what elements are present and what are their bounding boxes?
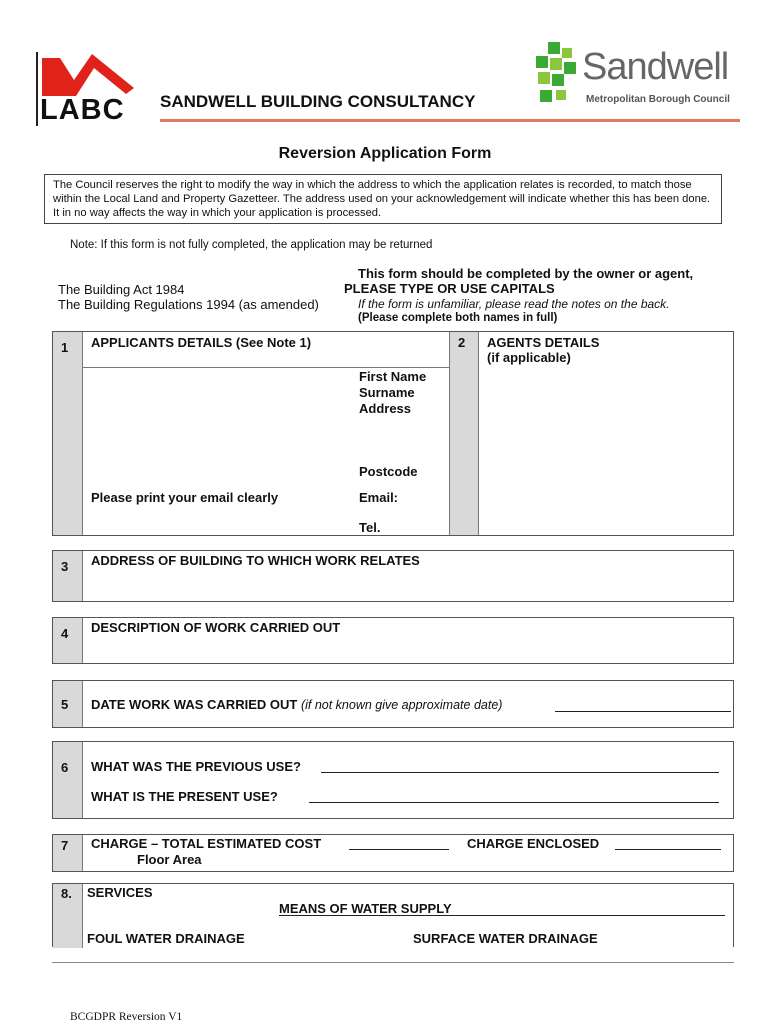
instruction-notes: If the form is unfamiliar, please read the notes on the back. (358, 297, 670, 311)
building-address-title: ADDRESS OF BUILDING TO WHICH WORK RELATES (91, 553, 420, 568)
agents-subtitle: (if applicable) (487, 350, 571, 365)
footer-reference: BCGDPR Reversion V1 (70, 1011, 183, 1023)
sandwell-logo (534, 42, 740, 112)
charge-cost-label: CHARGE – TOTAL ESTIMATED COST (91, 836, 322, 851)
section-work-description[interactable] (52, 617, 734, 664)
section-7-number: 7 (53, 835, 83, 871)
previous-use-field[interactable] (321, 772, 719, 773)
date-work-hint: (if not known give approximate date) (300, 698, 503, 712)
services-bottom-rule (52, 962, 734, 963)
section-services (52, 883, 734, 947)
labc-roof-icon (40, 52, 136, 98)
note-text: Note: If this form is not fully completed, the application may be returned (70, 239, 433, 251)
section-6-number: 6 (53, 742, 83, 818)
previous-use-label: WHAT WAS THE PREVIOUS USE? (91, 759, 301, 774)
section-2-column (449, 332, 479, 535)
work-description-title: DESCRIPTION OF WORK CARRIED OUT (91, 620, 341, 635)
present-use-field[interactable] (309, 802, 719, 803)
address-label[interactable]: Address (359, 401, 412, 416)
labc-logo-rule (36, 52, 38, 126)
present-use-label: WHAT IS THE PRESENT USE? (91, 789, 278, 804)
section-use (52, 741, 734, 819)
charge-cost-field[interactable] (349, 849, 449, 850)
email-label[interactable]: Email: (359, 490, 399, 505)
email-hint: Please print your email clearly (91, 490, 279, 505)
act-regs-1994: The Building Regulations 1994 (as amended) (58, 297, 319, 312)
floor-area-label[interactable]: Floor Area (137, 852, 202, 867)
sandwell-subtitle: Metropolitan Borough Council (586, 94, 730, 105)
consultancy-title: SANDWELL BUILDING CONSULTANCY (160, 92, 476, 111)
applicants-header-rule (83, 367, 449, 368)
section-3-number: 3 (53, 551, 83, 601)
water-supply-label: MEANS OF WATER SUPPLY (279, 901, 452, 916)
date-work-label (91, 697, 502, 712)
surface-water-label[interactable]: SURFACE WATER DRAINAGE (413, 931, 598, 946)
section-5-number: 5 (53, 681, 83, 727)
section-building-address[interactable] (52, 550, 734, 602)
date-work-title: DATE WORK WAS CARRIED OUT (91, 697, 298, 712)
labc-logo (36, 52, 140, 126)
section-date-work (52, 680, 734, 728)
agents-title: AGENTS DETAILS (487, 335, 600, 350)
surname-label[interactable]: Surname (359, 385, 415, 400)
charge-enclosed-field[interactable] (615, 849, 721, 850)
labc-logo-text: LABC (40, 94, 125, 126)
act-1984: The Building Act 1984 (58, 282, 185, 297)
first-name-label[interactable]: First Name (359, 369, 427, 384)
section-1-number: 1 (53, 332, 83, 535)
section-charge (52, 834, 734, 872)
notice-text: The Council reserves the right to modify the way in which the address to which the application relates is recorded, to match those within the Local Land and Property Gazetteer. The address used on your acknowledgement will indicate whether this has been done. It in no way affects the way in which your application is processed. (53, 179, 711, 219)
charge-enclosed-label: CHARGE ENCLOSED (467, 836, 600, 851)
section-2-number: 2 (458, 335, 466, 350)
notice-box (44, 174, 722, 224)
services-label: SERVICES (87, 885, 153, 900)
sandwell-name: Sandwell (582, 46, 729, 88)
water-supply-field[interactable] (279, 915, 725, 916)
section-4-number: 4 (53, 618, 83, 663)
instruction-capitals: PLEASE TYPE OR USE CAPITALS (344, 281, 555, 296)
sandwell-squares-icon (534, 42, 578, 106)
form-title: Reversion Application Form (278, 145, 492, 162)
instruction-full-names: (Please complete both names in full) (358, 312, 558, 324)
date-work-field[interactable] (555, 711, 731, 712)
applicants-title: APPLICANTS DETAILS (See Note 1) (91, 335, 312, 350)
instruction-owner-agent: This form should be completed by the owner or agent, (358, 266, 694, 281)
postcode-label[interactable]: Postcode (359, 464, 418, 479)
section-8-number: 8. (53, 884, 83, 948)
header-rule (160, 119, 740, 122)
section-applicants-agents (52, 331, 734, 536)
tel-label[interactable]: Tel. (359, 520, 381, 535)
foul-water-label[interactable]: FOUL WATER DRAINAGE (87, 931, 245, 946)
